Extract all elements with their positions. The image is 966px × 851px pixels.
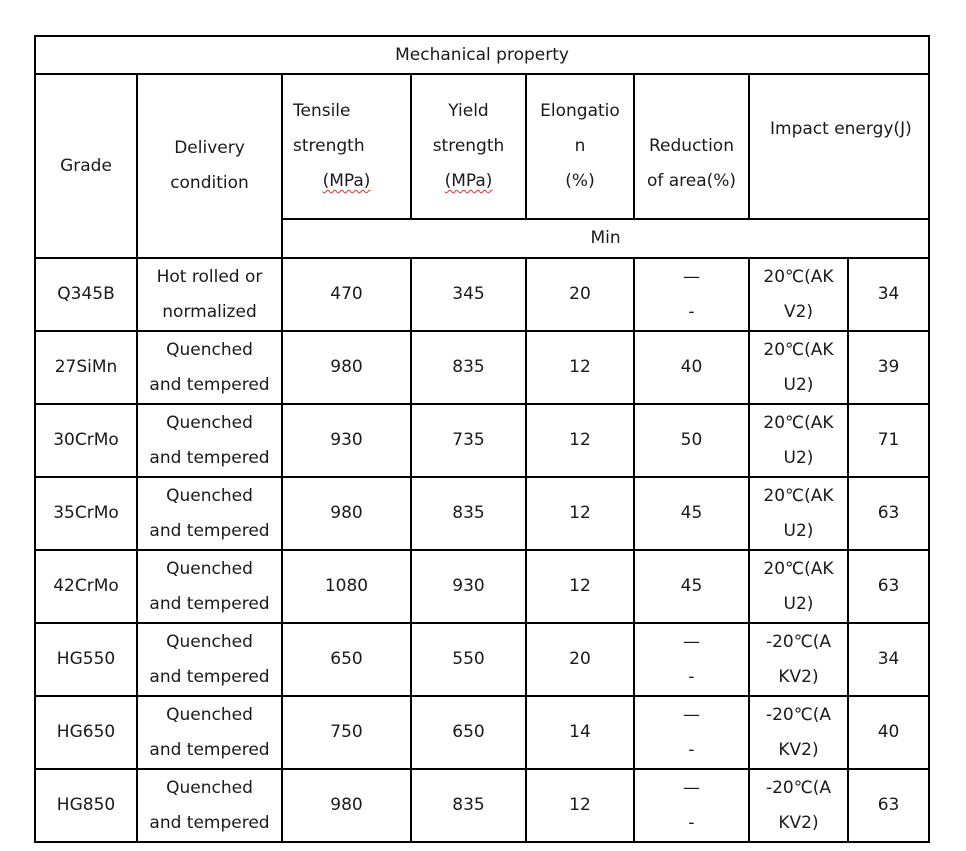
header-yield-line-3	[412, 164, 525, 199]
cell-reduction-line: —	[683, 704, 700, 725]
cell-grade: HG850	[35, 769, 137, 842]
cell-delivery-line: and tempered	[149, 374, 270, 395]
cell-yield: 550	[411, 623, 526, 696]
cell-impact-condition	[749, 404, 848, 477]
header-delivery-condition	[137, 74, 282, 258]
cell-yield: 835	[411, 769, 526, 842]
cell-delivery-condition	[137, 331, 282, 404]
cell-delivery-condition	[137, 258, 282, 331]
header-delivery-line-1: Delivery	[174, 138, 245, 158]
cell-impact-condition-line: 20℃(AK	[763, 558, 834, 579]
cell-delivery-line: and tempered	[149, 666, 270, 687]
header-tensile-line-1: Tensile	[293, 101, 351, 121]
header-elongation	[526, 74, 634, 219]
cell-yield: 345	[411, 258, 526, 331]
cell-delivery-line: Quenched	[166, 631, 253, 652]
table-row	[35, 769, 929, 842]
cell-tensile: 750	[282, 696, 411, 769]
cell-impact-energy: 34	[848, 623, 929, 696]
cell-elongation: 12	[526, 769, 634, 842]
cell-delivery-line: Hot rolled or	[156, 266, 263, 287]
cell-delivery-line: Quenched	[166, 339, 253, 360]
cell-grade: HG550	[35, 623, 137, 696]
header-yield-unit: (MPa)	[444, 171, 493, 191]
header-impact-energy: Impact energy(J)	[749, 74, 929, 219]
cell-impact-condition-line: U2)	[783, 447, 814, 468]
cell-delivery-condition	[137, 696, 282, 769]
cell-impact-condition-line: -20℃(A	[765, 704, 832, 725]
cell-reduction	[634, 331, 749, 404]
cell-impact-condition-line: V2)	[783, 301, 814, 322]
cell-impact-condition-line: KV2)	[778, 812, 819, 833]
table-row	[35, 550, 929, 623]
cell-grade: Q345B	[35, 258, 137, 331]
table-title: Mechanical property	[35, 36, 929, 74]
cell-impact-condition-line: U2)	[783, 593, 814, 614]
cell-delivery-line: Quenched	[166, 558, 253, 579]
cell-yield: 930	[411, 550, 526, 623]
cell-elongation: 12	[526, 550, 634, 623]
cell-reduction-line: 40	[680, 357, 703, 377]
cell-grade: 27SiMn	[35, 331, 137, 404]
cell-yield: 835	[411, 331, 526, 404]
cell-impact-energy: 63	[848, 769, 929, 842]
header-yield-line-2: strength	[432, 136, 505, 156]
cell-delivery-line: normalized	[162, 301, 257, 322]
cell-elongation: 12	[526, 404, 634, 477]
cell-delivery-line: and tempered	[149, 447, 270, 468]
cell-elongation: 20	[526, 623, 634, 696]
cell-reduction	[634, 769, 749, 842]
cell-impact-condition	[749, 477, 848, 550]
cell-impact-condition-line: 20℃(AK	[763, 339, 834, 360]
cell-impact-condition	[749, 258, 848, 331]
cell-elongation: 20	[526, 258, 634, 331]
cell-impact-condition	[749, 331, 848, 404]
cell-reduction	[634, 258, 749, 331]
table-row	[35, 258, 929, 331]
header-elongation-line-2: n	[574, 136, 586, 156]
cell-impact-energy: 63	[848, 550, 929, 623]
cell-impact-condition-line: KV2)	[778, 739, 819, 760]
cell-tensile: 980	[282, 477, 411, 550]
cell-impact-condition-line: U2)	[783, 374, 814, 395]
cell-elongation: 12	[526, 331, 634, 404]
cell-reduction-line: -	[688, 666, 695, 687]
cell-impact-energy: 39	[848, 331, 929, 404]
cell-impact-energy: 40	[848, 696, 929, 769]
cell-impact-condition-line: 20℃(AK	[763, 266, 834, 287]
cell-grade: 30CrMo	[35, 404, 137, 477]
cell-impact-condition	[749, 696, 848, 769]
cell-delivery-condition	[137, 404, 282, 477]
cell-delivery-condition	[137, 477, 282, 550]
header-tensile-strength	[282, 74, 411, 219]
cell-impact-condition-line: -20℃(A	[765, 777, 832, 798]
cell-tensile: 980	[282, 769, 411, 842]
cell-delivery-line: and tempered	[149, 593, 270, 614]
cell-yield: 650	[411, 696, 526, 769]
cell-reduction-line: -	[688, 739, 695, 760]
cell-delivery-condition	[137, 550, 282, 623]
cell-reduction	[634, 550, 749, 623]
cell-delivery-line: and tempered	[149, 520, 270, 541]
cell-tensile: 1080	[282, 550, 411, 623]
cell-reduction-line: 45	[680, 576, 703, 596]
cell-impact-condition-line: U2)	[783, 520, 814, 541]
cell-grade: 35CrMo	[35, 477, 137, 550]
cell-delivery-line: Quenched	[166, 412, 253, 433]
table-row	[35, 331, 929, 404]
cell-grade: 42CrMo	[35, 550, 137, 623]
cell-impact-condition-line: 20℃(AK	[763, 412, 834, 433]
table-row	[35, 623, 929, 696]
cell-impact-energy: 34	[848, 258, 929, 331]
cell-delivery-line: Quenched	[166, 485, 253, 506]
header-reduction-of-area	[634, 74, 749, 219]
cell-reduction-line: —	[683, 266, 700, 287]
cell-elongation: 12	[526, 477, 634, 550]
cell-impact-energy: 63	[848, 477, 929, 550]
cell-grade: HG650	[35, 696, 137, 769]
header-yield-line-1: Yield	[448, 101, 489, 121]
cell-delivery-line: and tempered	[149, 812, 270, 833]
header-min: Min	[282, 219, 929, 258]
cell-reduction-line: -	[688, 812, 695, 833]
cell-yield: 835	[411, 477, 526, 550]
cell-impact-condition-line: -20℃(A	[765, 631, 832, 652]
cell-yield: 735	[411, 404, 526, 477]
cell-tensile: 470	[282, 258, 411, 331]
header-grade: Grade	[35, 74, 137, 258]
header-tensile-unit: (MPa)	[322, 171, 371, 191]
header-elongation-line-1: Elongatio	[540, 101, 620, 121]
header-reduction-line-1: Reduction	[649, 136, 734, 156]
cell-delivery-line: and tempered	[149, 739, 270, 760]
header-yield-strength	[411, 74, 526, 219]
header-delivery-line-2: condition	[170, 173, 249, 193]
cell-tensile: 980	[282, 331, 411, 404]
cell-reduction-line: —	[683, 631, 700, 652]
cell-reduction	[634, 696, 749, 769]
cell-reduction	[634, 404, 749, 477]
cell-reduction-line: 50	[680, 430, 703, 450]
header-tensile-line-2: strength	[293, 136, 365, 156]
cell-elongation: 14	[526, 696, 634, 769]
cell-impact-condition	[749, 550, 848, 623]
cell-impact-energy: 71	[848, 404, 929, 477]
mechanical-property-table	[34, 35, 930, 843]
cell-delivery-line: Quenched	[166, 704, 253, 725]
header-tensile-line-3	[283, 164, 410, 199]
cell-impact-condition	[749, 623, 848, 696]
cell-impact-condition-line: KV2)	[778, 666, 819, 687]
cell-reduction	[634, 623, 749, 696]
cell-delivery-condition	[137, 769, 282, 842]
cell-impact-condition-line: 20℃(AK	[763, 485, 834, 506]
table-row	[35, 404, 929, 477]
title-row	[35, 36, 929, 74]
cell-reduction-line: 45	[680, 503, 703, 523]
table-row	[35, 696, 929, 769]
cell-delivery-condition	[137, 623, 282, 696]
header-row	[35, 74, 929, 219]
table-row	[35, 477, 929, 550]
cell-reduction-line: -	[688, 301, 695, 322]
cell-reduction	[634, 477, 749, 550]
header-elongation-line-3: (%)	[565, 171, 595, 191]
cell-tensile: 650	[282, 623, 411, 696]
cell-tensile: 930	[282, 404, 411, 477]
cell-delivery-line: Quenched	[166, 777, 253, 798]
cell-reduction-line: —	[683, 777, 700, 798]
header-reduction-line-2: of area(%)	[646, 171, 737, 191]
cell-impact-condition	[749, 769, 848, 842]
